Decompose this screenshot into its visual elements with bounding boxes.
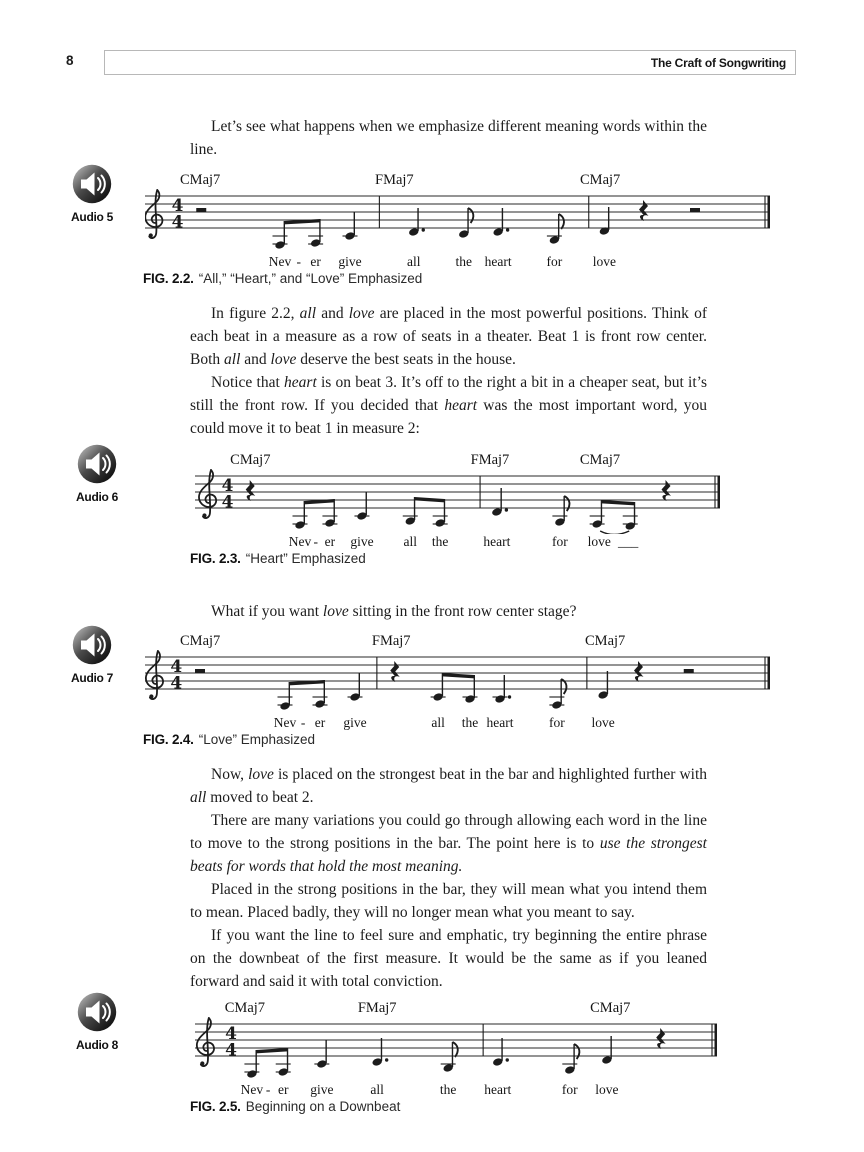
chord-symbol: CMaj7	[224, 1000, 266, 1016]
text-run: sitting in the front row center stage?	[348, 603, 577, 620]
page-header	[0, 50, 864, 76]
treble-clef-icon	[145, 190, 162, 238]
emphasized-word: love	[348, 305, 375, 322]
emphasized-word: love	[322, 603, 349, 620]
paragraph-downbeat	[190, 924, 707, 993]
figure-caption-number: FIG. 2.3.	[190, 551, 241, 566]
text-run: is placed on the strongest beat in the bar and highlighted further with	[273, 766, 707, 783]
svg-text:4: 4	[225, 1040, 237, 1061]
music-score	[195, 452, 720, 550]
lyric-syllable: love	[595, 1082, 619, 1097]
text-run: Notice that	[211, 374, 285, 391]
lyric-syllable: heart	[484, 254, 512, 269]
chord-symbol: FMaj7	[470, 452, 510, 468]
paragraph-heart-beat3	[190, 371, 707, 440]
lyric-syllable: Nev	[273, 715, 297, 730]
lyric-syllable: love	[591, 715, 615, 730]
lyric-syllable: the	[431, 534, 449, 549]
lyric-syllable: heart	[486, 715, 514, 730]
text-run: is on beat 3. It’s off to the right a bit in a cheaper seat, but it’s still the front row. If you decided that	[190, 374, 707, 414]
lyric-syllable: -	[296, 254, 301, 269]
treble-clef-icon	[199, 470, 216, 518]
lyric-syllable: for	[546, 254, 563, 269]
book-title: The Craft of Songwriting	[650, 55, 786, 70]
paragraph-strong-positions	[190, 878, 707, 924]
audio-track-label: Audio 8	[76, 1038, 118, 1052]
svg-text:4: 4	[171, 212, 184, 233]
lyric-syllable: -	[313, 534, 318, 549]
lyric-syllable: -	[265, 1082, 271, 1097]
emphasized-word: heart	[284, 374, 317, 391]
svg-text:4: 4	[171, 196, 184, 216]
svg-text:4: 4	[221, 476, 234, 496]
chord-symbol: CMaj7	[180, 172, 221, 188]
text-run: In figure 2.2,	[211, 305, 300, 322]
paragraph-love-question	[190, 600, 707, 623]
lyric-syllable: give	[310, 1082, 334, 1097]
chord-symbol: CMaj7	[230, 452, 271, 468]
emphasized-word: all	[299, 305, 317, 322]
figure-2-4	[0, 633, 864, 755]
audio-track-label: Audio 6	[76, 490, 118, 504]
emphasized-word: use the strongest beats for words that hold the most meaning.	[190, 835, 707, 875]
text-run: and	[240, 351, 271, 368]
lyric-syllable: er	[324, 534, 336, 549]
figure-2-5	[0, 1000, 864, 1122]
lyric-syllable: er	[314, 715, 326, 730]
figure-caption	[190, 1099, 400, 1114]
staff-notation	[145, 188, 770, 254]
chord-symbol: CMaj7	[180, 633, 221, 649]
emphasized-word: heart	[444, 397, 478, 414]
text-run: Placed in the strong positions in the bar, they will mean what you intend them to mean. Placed badly, they will no longer mean what you meant to say.	[190, 881, 707, 921]
figure-caption	[143, 732, 315, 747]
emphasized-word: all	[224, 351, 241, 368]
lyric-syllable: love	[592, 254, 616, 269]
lyric-syllable: the	[461, 715, 479, 730]
svg-text:4: 4	[221, 492, 234, 513]
chord-symbol: FMaj7	[357, 1000, 397, 1016]
chord-symbol: FMaj7	[375, 172, 414, 188]
lyric-syllable: ___	[618, 534, 639, 549]
lyric-syllable: for	[561, 1082, 578, 1097]
figure-caption-number: FIG. 2.4.	[143, 732, 194, 747]
figure-caption	[143, 271, 422, 286]
emphasized-word: love	[270, 351, 297, 368]
treble-clef-icon	[146, 651, 163, 699]
lyric-syllable: all	[407, 254, 421, 269]
paragraph-intro	[190, 115, 707, 161]
lyric-syllable: for	[549, 715, 565, 730]
lyric-syllable: the	[455, 254, 472, 269]
svg-text:4: 4	[225, 1024, 237, 1044]
chord-symbol: CMaj7	[579, 452, 621, 468]
lyric-syllable: the	[439, 1082, 457, 1097]
audio-speaker-icon	[77, 444, 117, 484]
paragraph-figure-2-2-discussion	[190, 302, 707, 371]
text-run: was the most important word, you could move it to beat 1 in measure 2:	[190, 397, 707, 437]
audio-badge	[66, 625, 118, 685]
audio-track-label: Audio 7	[71, 671, 113, 685]
lyric-syllable: give	[350, 534, 374, 549]
lyric-syllable: -	[300, 715, 306, 730]
lyric-syllable: for	[552, 534, 568, 549]
text-run: are placed in the most powerful positions. Think of each beat in a measure as a row of seats in a theater. Beat 1 is front row center. Both	[190, 305, 707, 368]
lyric-syllable: love	[587, 534, 611, 549]
figure-caption	[190, 551, 366, 566]
paragraph-love-strongest-beat	[190, 763, 707, 809]
figure-caption-number: FIG. 2.2.	[143, 271, 194, 286]
figure-2-2	[0, 172, 864, 294]
audio-badge	[71, 992, 123, 1052]
lyric-syllable: give	[338, 254, 362, 269]
figure-2-3	[0, 452, 864, 574]
text-run: Let’s see what happens when we emphasize different meaning words within the line.	[190, 118, 707, 158]
lyric-syllable: Nev	[268, 254, 292, 269]
svg-text:4: 4	[170, 673, 183, 694]
figure-caption-text: “Love” Emphasized	[198, 732, 316, 747]
audio-speaker-icon	[72, 625, 112, 665]
audio-badge	[66, 164, 118, 224]
text-run: There are many variations you could go through allowing each word in the line to move to the strong positions in the bar. The point here is to	[190, 812, 707, 852]
paragraph-variations	[190, 809, 707, 878]
lyric-syllable: all	[431, 715, 445, 730]
lyric-syllable: Nev	[240, 1082, 264, 1097]
music-score	[195, 1000, 717, 1098]
lyric-syllable: er	[277, 1082, 289, 1097]
emphasized-word: all	[190, 789, 207, 806]
lyric-syllable: all	[403, 534, 417, 549]
audio-speaker-icon	[72, 164, 112, 204]
lyric-syllable: give	[343, 715, 367, 730]
audio-badge	[71, 444, 123, 504]
chord-symbol: CMaj7	[580, 172, 621, 188]
audio-speaker-icon	[77, 992, 117, 1032]
staff-notation	[145, 649, 770, 715]
header-rule	[104, 50, 796, 75]
music-score	[145, 172, 770, 270]
audio-track-label: Audio 5	[71, 210, 113, 224]
lyric-syllable: all	[370, 1082, 384, 1097]
lyric-syllable: er	[310, 254, 321, 269]
figure-caption-number: FIG. 2.5.	[190, 1099, 241, 1114]
text-run: If you want the line to feel sure and emphatic, try beginning the entire phrase on the downbeat of the first measure. It would be the same as if you leaned forward and said it with total conviction.	[190, 927, 707, 990]
staff-notation	[195, 1016, 717, 1082]
chord-symbol: CMaj7	[590, 1000, 631, 1016]
lyric-syllable: heart	[483, 534, 511, 549]
svg-text:4: 4	[170, 657, 183, 677]
text-run: and	[316, 305, 349, 322]
chord-symbol: FMaj7	[371, 633, 411, 649]
text-run: moved to beat 2.	[206, 789, 314, 806]
page-number: 8	[66, 53, 74, 68]
music-score	[145, 633, 770, 731]
text-run: deserve the best seats in the house.	[296, 351, 516, 368]
lyric-syllable: heart	[484, 1082, 512, 1097]
figure-caption-text: Beginning on a Downbeat	[245, 1099, 401, 1114]
figure-caption-text: “Heart” Emphasized	[245, 551, 366, 566]
text-run: Now,	[211, 766, 249, 783]
text-run: What if you want	[211, 603, 323, 620]
page-content	[0, 108, 864, 1122]
chord-symbol: CMaj7	[585, 633, 626, 649]
treble-clef-icon	[197, 1018, 214, 1066]
lyric-syllable: Nev	[288, 534, 312, 549]
staff-notation	[195, 468, 720, 534]
emphasized-word: love	[248, 766, 274, 783]
figure-caption-text: “All,” “Heart,” and “Love” Emphasized	[198, 271, 423, 286]
